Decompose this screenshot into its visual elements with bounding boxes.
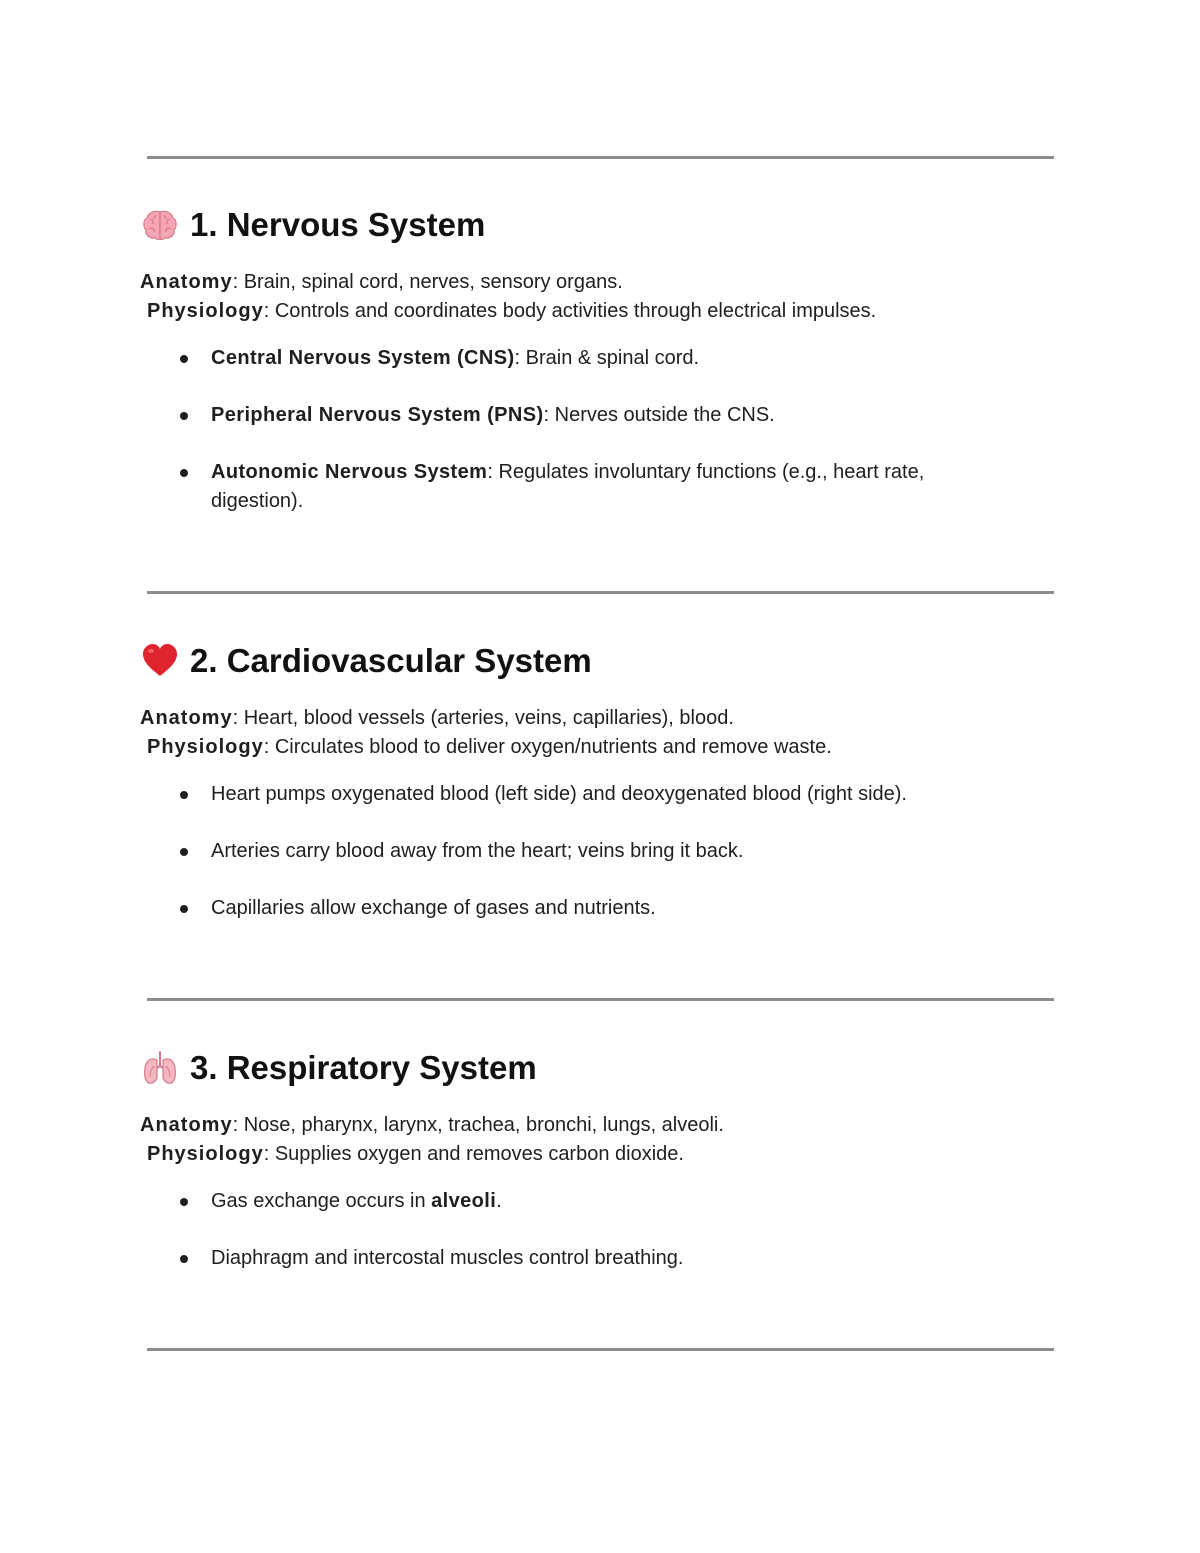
anatomy-label: Anatomy bbox=[140, 1114, 233, 1136]
item-term: alveoli bbox=[431, 1190, 497, 1212]
item-text: : Brain & spinal cord. bbox=[514, 347, 700, 369]
list-item bbox=[140, 1244, 1060, 1273]
bullet-icon bbox=[180, 469, 188, 477]
section-heading bbox=[140, 638, 1060, 684]
anatomy-text: : Heart, blood vessels (arteries, veins, capillaries), blood. bbox=[232, 707, 734, 729]
physiology-line bbox=[140, 297, 1060, 326]
item-text-end: . bbox=[496, 1190, 502, 1212]
item-text: : Nerves outside the CNS. bbox=[543, 404, 775, 426]
heart-icon bbox=[140, 641, 180, 681]
list-item bbox=[140, 344, 1060, 373]
lungs-icon bbox=[140, 1048, 180, 1088]
item-text: Gas exchange occurs in bbox=[211, 1190, 432, 1212]
item-term: Peripheral Nervous System (PNS) bbox=[211, 404, 544, 426]
item-text: : Regulates involuntary functions (e.g., heart rate, digestion). bbox=[211, 461, 925, 512]
anatomy-line bbox=[140, 1111, 1060, 1140]
list-item bbox=[140, 894, 1060, 923]
section-title: 1. Nervous System bbox=[190, 206, 486, 243]
bullet-icon bbox=[180, 355, 188, 363]
brain-icon bbox=[140, 205, 180, 245]
item-text: Arteries carry blood away from the heart; veins bring it back. bbox=[211, 840, 744, 862]
item-text: Heart pumps oxygenated blood (left side) and deoxygenated blood (right side). bbox=[211, 783, 907, 805]
divider bbox=[147, 591, 1054, 594]
list-item bbox=[140, 401, 1060, 430]
physiology-line bbox=[140, 733, 1060, 762]
list-item bbox=[140, 1187, 1060, 1216]
item-text: Diaphragm and intercostal muscles control breathing. bbox=[211, 1247, 684, 1269]
item-text: Capillaries allow exchange of gases and nutrients. bbox=[211, 897, 656, 919]
bullet-list bbox=[140, 344, 1060, 516]
physiology-text: : Supplies oxygen and removes carbon dioxide. bbox=[263, 1143, 684, 1165]
section-heading bbox=[140, 202, 1060, 248]
physiology-label: Physiology bbox=[147, 736, 264, 758]
section-nervous-system bbox=[140, 202, 1060, 544]
section-title: 2. Cardiovascular System bbox=[190, 642, 592, 679]
section-title: 3. Respiratory System bbox=[190, 1049, 537, 1086]
divider bbox=[147, 998, 1054, 1001]
list-item bbox=[140, 780, 1060, 809]
anatomy-text: : Nose, pharynx, larynx, trachea, bronchi, lungs, alveoli. bbox=[232, 1114, 724, 1136]
physiology-label: Physiology bbox=[147, 1143, 264, 1165]
physiology-text: : Circulates blood to deliver oxygen/nutrients and remove waste. bbox=[263, 736, 832, 758]
bullet-list bbox=[140, 780, 1060, 923]
item-term: Central Nervous System (CNS) bbox=[211, 347, 515, 369]
list-item bbox=[140, 837, 1060, 866]
anatomy-label: Anatomy bbox=[140, 707, 233, 729]
list-item bbox=[140, 458, 991, 516]
divider-bottom bbox=[147, 1348, 1054, 1351]
anatomy-line bbox=[140, 704, 1060, 733]
physiology-text: : Controls and coordinates body activities through electrical impulses. bbox=[263, 300, 877, 322]
bullet-icon bbox=[180, 905, 188, 913]
bullet-icon bbox=[180, 1255, 188, 1263]
bullet-icon bbox=[180, 848, 188, 856]
anatomy-line bbox=[140, 268, 1060, 297]
section-cardiovascular-system bbox=[140, 638, 1060, 951]
bullet-icon bbox=[180, 1198, 188, 1206]
divider-top bbox=[147, 156, 1054, 159]
anatomy-label: Anatomy bbox=[140, 271, 233, 293]
section-heading bbox=[140, 1045, 1060, 1091]
anatomy-text: : Brain, spinal cord, nerves, sensory organs. bbox=[232, 271, 623, 293]
section-respiratory-system bbox=[140, 1045, 1060, 1301]
physiology-label: Physiology bbox=[147, 300, 264, 322]
bullet-icon bbox=[180, 412, 188, 420]
item-term: Autonomic Nervous System bbox=[211, 461, 488, 483]
bullet-list bbox=[140, 1187, 1060, 1273]
bullet-icon bbox=[180, 791, 188, 799]
physiology-line bbox=[140, 1140, 1060, 1169]
